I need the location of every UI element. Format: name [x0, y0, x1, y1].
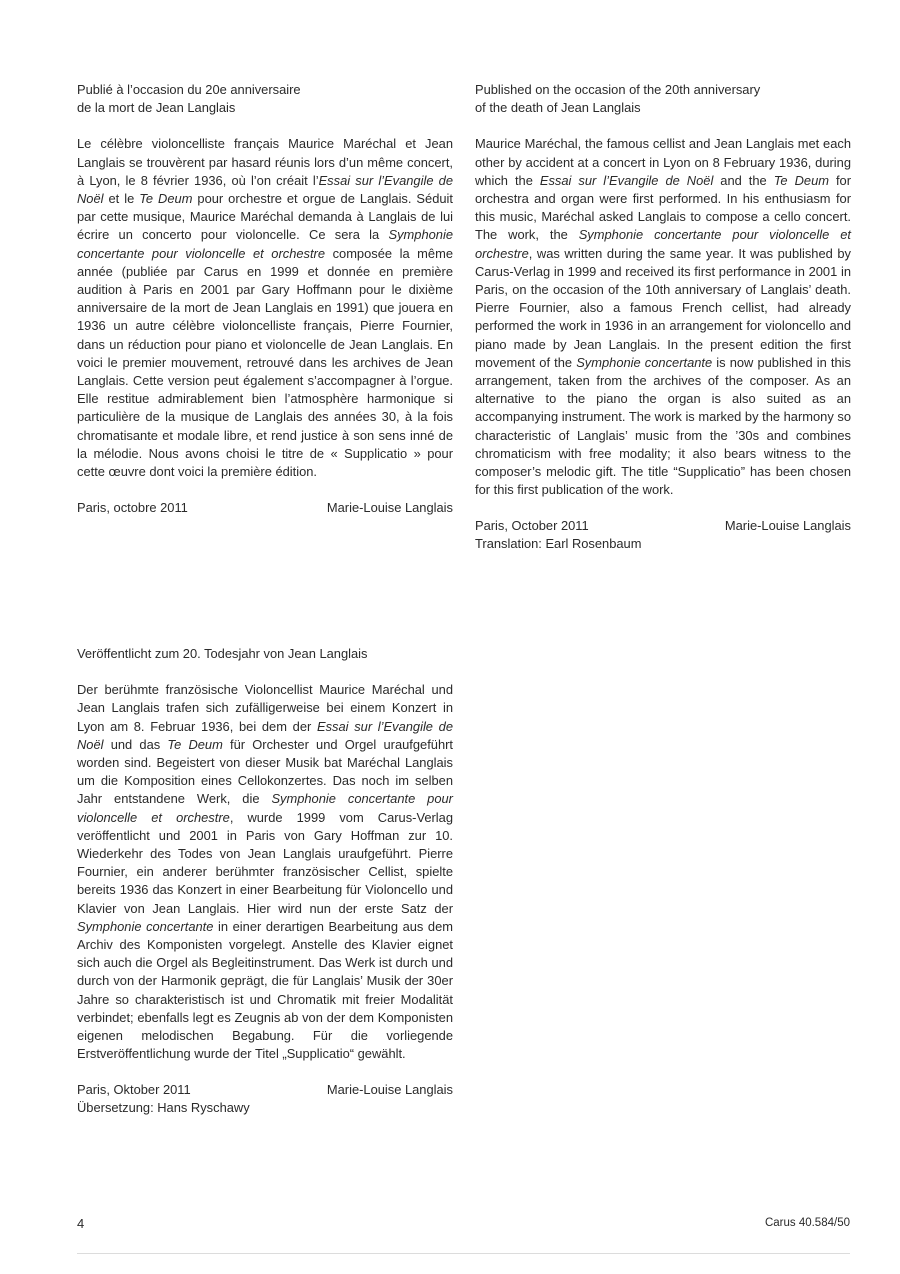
- english-body: [475, 135, 851, 499]
- german-heading: Veröffentlicht zum 20. Todesjahr von Jean Langlais: [77, 646, 368, 661]
- text-run: und das: [103, 736, 168, 752]
- footer-divider: [77, 1253, 850, 1254]
- italic-title: Essai sur l’Evangile de Noël: [77, 172, 453, 207]
- text-run: in einer derartigen Bearbeitung aus dem Archiv des Komponisten vorgelegt. Anstelle des Klavier eignet sich auch die Orgel als Begleitinstrument. Das Werk ist durch und durch von der Harmonik geprägt, die für Langlais’ Musik der 30er Jahre so charakteristisch ist und Chromatik mit freier Modalität verbindet; ebenfalls legt es Zeugnis ab von der dem Komponisten eigenen melodischen Begabung. Für die vorliegende Erstveröffentlichung wurde der Titel „Supplicatio“ gewählt.: [77, 918, 453, 1062]
- italic-title: Symphonie concertante: [576, 354, 713, 370]
- german-body: [77, 681, 453, 1063]
- german-signature: [77, 1081, 453, 1099]
- english-signature: [475, 517, 851, 535]
- german-translator: Übersetzung: Hans Ryschawy: [77, 1100, 250, 1116]
- italic-title: Te Deum: [167, 736, 223, 752]
- text-run: , was written during the same year. It was published by Carus-Verlag in 1999 and received its first performance in 2001 in Paris, on the occasion of the 10th anniversary of Langlais’ death. Pierre Fournier, also a famous French cellist, had already performed the work in 1936 in an arrangement for violoncello and piano made by Jean Langlais. In the present edition the first movement of the: [475, 245, 851, 370]
- text-run: für Orchester und Orgel uraufgeführt worden sind. Begeistert von dieser Musik bat Maréchal Langlais um die Komposition eines Cellokonzertes. Das noch im selben Jahr entstandene Werk, die: [77, 736, 453, 807]
- german-author: Marie-Louise Langlais: [326, 1082, 453, 1098]
- french-column: [77, 81, 453, 517]
- french-author: Marie-Louise Langlais: [326, 500, 453, 516]
- english-translator: Translation: Earl Rosenbaum: [475, 536, 642, 552]
- english-column: [475, 81, 851, 554]
- italic-title: Symphonie concertante pour violoncelle et orchestre: [77, 227, 453, 261]
- german-column: [77, 645, 453, 1118]
- catalog-number: Carus 40.584/50: [764, 1217, 850, 1229]
- italic-title: Te Deum: [139, 191, 193, 207]
- text-run: Le célèbre violoncelliste français Maurice Maréchal et Jean Langlais se trouvèrent par hasard réunis lors d’un même concert, à Lyon, le 8 février 1936, où l’on créait l’: [77, 136, 453, 188]
- french-heading: Publié à l’occasion du 20e anniversaire de la mort de Jean Langlais: [77, 82, 301, 116]
- english-place-date: Paris, October 2011: [475, 518, 589, 534]
- text-run: Der berühmte französische Violoncellist Maurice Maréchal und Jean Langlais trafen sich zufälligerweise bei einem Konzert in Lyon am 8. Februar 1936, bei dem der: [77, 682, 453, 734]
- text-run: , wurde 1999 vom Carus-Verlag veröffentlicht und 2001 in Paris von Gary Hoffman zur 10. Wiederkehr des Todes von Jean Langlais uraufgeführt. Pierre Fournier, ein anderer berühmter französischer Cellist, spielte bereits 1936 das Konzert in einer Bearbeitung für Violoncello und Klavier von Jean Langlais. Hier wird nun der erste Satz der: [77, 809, 454, 916]
- german-place-date: Paris, Oktober 2011: [77, 1082, 191, 1098]
- text-run: composée la même année (publiée par Carus en 1999 et donnée en première audition à Paris en 2001 par Gary Hoffmann pour le dixième anniversaire de la mort de Jean Langlais en 1991) que jouera en 1936 un autre célèbre violoncelliste français, Pierre Fournier, dans un réduction pour piano et violoncelle de Jean Langlais. En voici le premier mouvement, retrouvé dans les archives de Jean Langlais. Cette version peut également s’accompagner à l’orgue. Elle restitue admirablement bien l’atmosphère harmonique si particulière de la musique de Langlais des années 30, à la fois chromatisante et modale libre, et rend justice à son sens inné de la mélodie. Nous avons choisi le titre de « Supplicatio » pour cette œuvre dont voici la première édition.: [77, 245, 453, 480]
- text-run: is now published in this arrangement, taken from the archives of the composer. As an alternative to the piano the organ is also suited as an accompanying instrument. The work is marked by the harmony so characteristic of Langlais’ music from the ’30s and combines chromaticism with free modality; it also bears witness to the composer’s melodic gift. The title “Supplicatio” has been chosen for this first publication of the work.: [475, 354, 851, 498]
- french-place-date: Paris, octobre 2011: [77, 500, 188, 516]
- italic-title: Essai sur l’Evangile de Noël: [539, 172, 714, 188]
- italic-title: Te Deum: [773, 172, 829, 188]
- page-number: 4: [77, 1216, 85, 1231]
- english-author: Marie-Louise Langlais: [724, 518, 851, 534]
- text-run: and the: [713, 172, 774, 188]
- french-body: [77, 135, 453, 481]
- french-signature: [77, 499, 453, 517]
- english-heading: Published on the occasion of the 20th anniversary of the death of Jean Langlais: [475, 82, 761, 116]
- italic-title: Symphonie concertante pour violoncelle et orchestre: [77, 791, 453, 825]
- italic-title: Symphonie concertante pour violoncelle et orchestre: [475, 227, 851, 261]
- text-run: et le: [103, 191, 140, 207]
- text-run: Maurice Maréchal, the famous cellist and Jean Langlais met each other by accident at a concert in Lyon on 8 February 1936, during which the: [475, 136, 851, 188]
- italic-title: Essai sur l’Evangile de Noël: [77, 718, 454, 752]
- text-run: for orchestra and organ were first performed. In his enthusiasm for this music, Maréchal asked Langlais to compose a cello concert. The work, the: [475, 172, 852, 243]
- italic-title: Symphonie concertante: [77, 918, 214, 934]
- text-run: pour orchestre et orgue de Langlais. Séduit par cette musique, Maurice Maréchal demanda à Langlais de lui écrire un concerto pour violoncelle. Ce sera la: [77, 191, 453, 243]
